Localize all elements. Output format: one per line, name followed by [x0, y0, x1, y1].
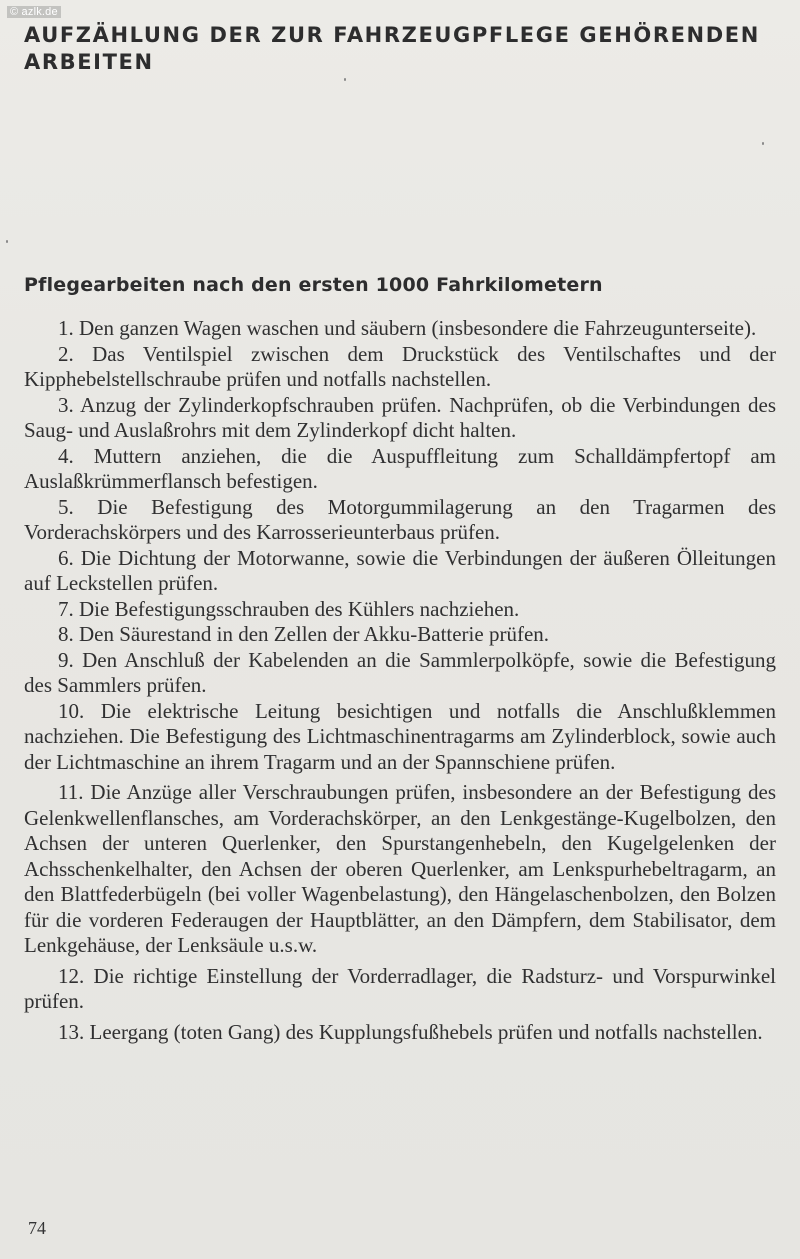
print-speck — [6, 240, 8, 243]
list-item: 4. Muttern anziehen, die die Auspuffleitung zum Schalldämpfertopf am Auslaßkrümmerflansch befestigen. — [24, 443, 776, 493]
list-item: 12. Die richtige Einstellung der Vorderradlager, die Radsturz- und Vorspurwinkel prüfen. — [24, 963, 776, 1013]
list-item: 11. Die Anzüge aller Verschraubungen prüfen, insbesondere an der Befestigung des Gelenkwellenflansches, am Vorderachskörper, an den Lenkgestänge-Kugelbolzen, den Achsen der unteren Querlenker, den Spurstangenhebeln, den Kugelgelenken der Achsschenkelhalter, den Achsen der oberen Querlenker, am Lenkspurhebeltragarm, an den Blattfederbügeln (bei voller Wagenbelastung), den Hängelaschenbolzen, den Bolzen für die vorderen Federaugen der Hauptblätter, an den Dämpfern, dem Stabilisator, dem Lenkgehäuse, der Lenksäule u.s.w. — [24, 780, 776, 957]
list-item: 1. Den ganzen Wagen waschen und säubern (insbesondere die Fahrzeugunterseite). — [58, 316, 757, 340]
page-number: 74 — [28, 1218, 46, 1238]
list-item: 13. Leergang (toten Gang) des Kupplungsfußhebels prüfen und notfalls nachstellen. — [58, 1019, 763, 1044]
list-item: 6. Die Dichtung der Motorwanne, sowie die Verbindungen der äußeren Ölleitungen auf Leckstellen prüfen. — [24, 545, 776, 595]
section-heading: Pflegearbeiten nach den ersten 1000 Fahrkilometern — [24, 274, 603, 296]
list-item: 2. Das Ventilspiel zwischen dem Druckstück des Ventilschaftes und der Kipphebelstellschraube prüfen und notfalls nachstellen. — [24, 341, 776, 391]
maintenance-list — [24, 316, 776, 1045]
watermark: © azlk.de — [7, 6, 61, 18]
print-speck — [762, 142, 764, 145]
print-speck — [344, 78, 346, 81]
list-item: 7. Die Befestigungsschrauben des Kühlers nachziehen. — [58, 596, 520, 621]
list-item: 8. Den Säurestand in den Zellen der Akku-Batterie prüfen. — [58, 622, 550, 646]
list-item: 3. Anzug der Zylinderkopfschrauben prüfen. Nachprüfen, ob die Verbindungen des Saug- und Auslaßrohrs mit dem Zylinderkopf dicht halten. — [24, 392, 776, 442]
list-item: 5. Die Befestigung des Motorgummilagerung an den Tragarmen des Vorderachskörpers und des Karrosserieunterbaus prüfen. — [24, 494, 776, 544]
list-item: 10. Die elektrische Leitung besichtigen und notfalls die Anschlußklemmen nachziehen. Die Befestigung des Lichtmaschinentragarms am Zylinderblock, sowie auch der Lichtmaschine an ihrem Tragarm und an der Spannschiene prüfen. — [24, 698, 776, 774]
page-title: AUFZÄHLUNG DER ZUR FAHRZEUGPFLEGE GEHÖRENDEN ARBEITEN — [24, 23, 760, 74]
list-item: 9. Den Anschluß der Kabelenden an die Sammlerpolköpfe, sowie die Befestigung des Sammlers prüfen. — [24, 647, 776, 697]
